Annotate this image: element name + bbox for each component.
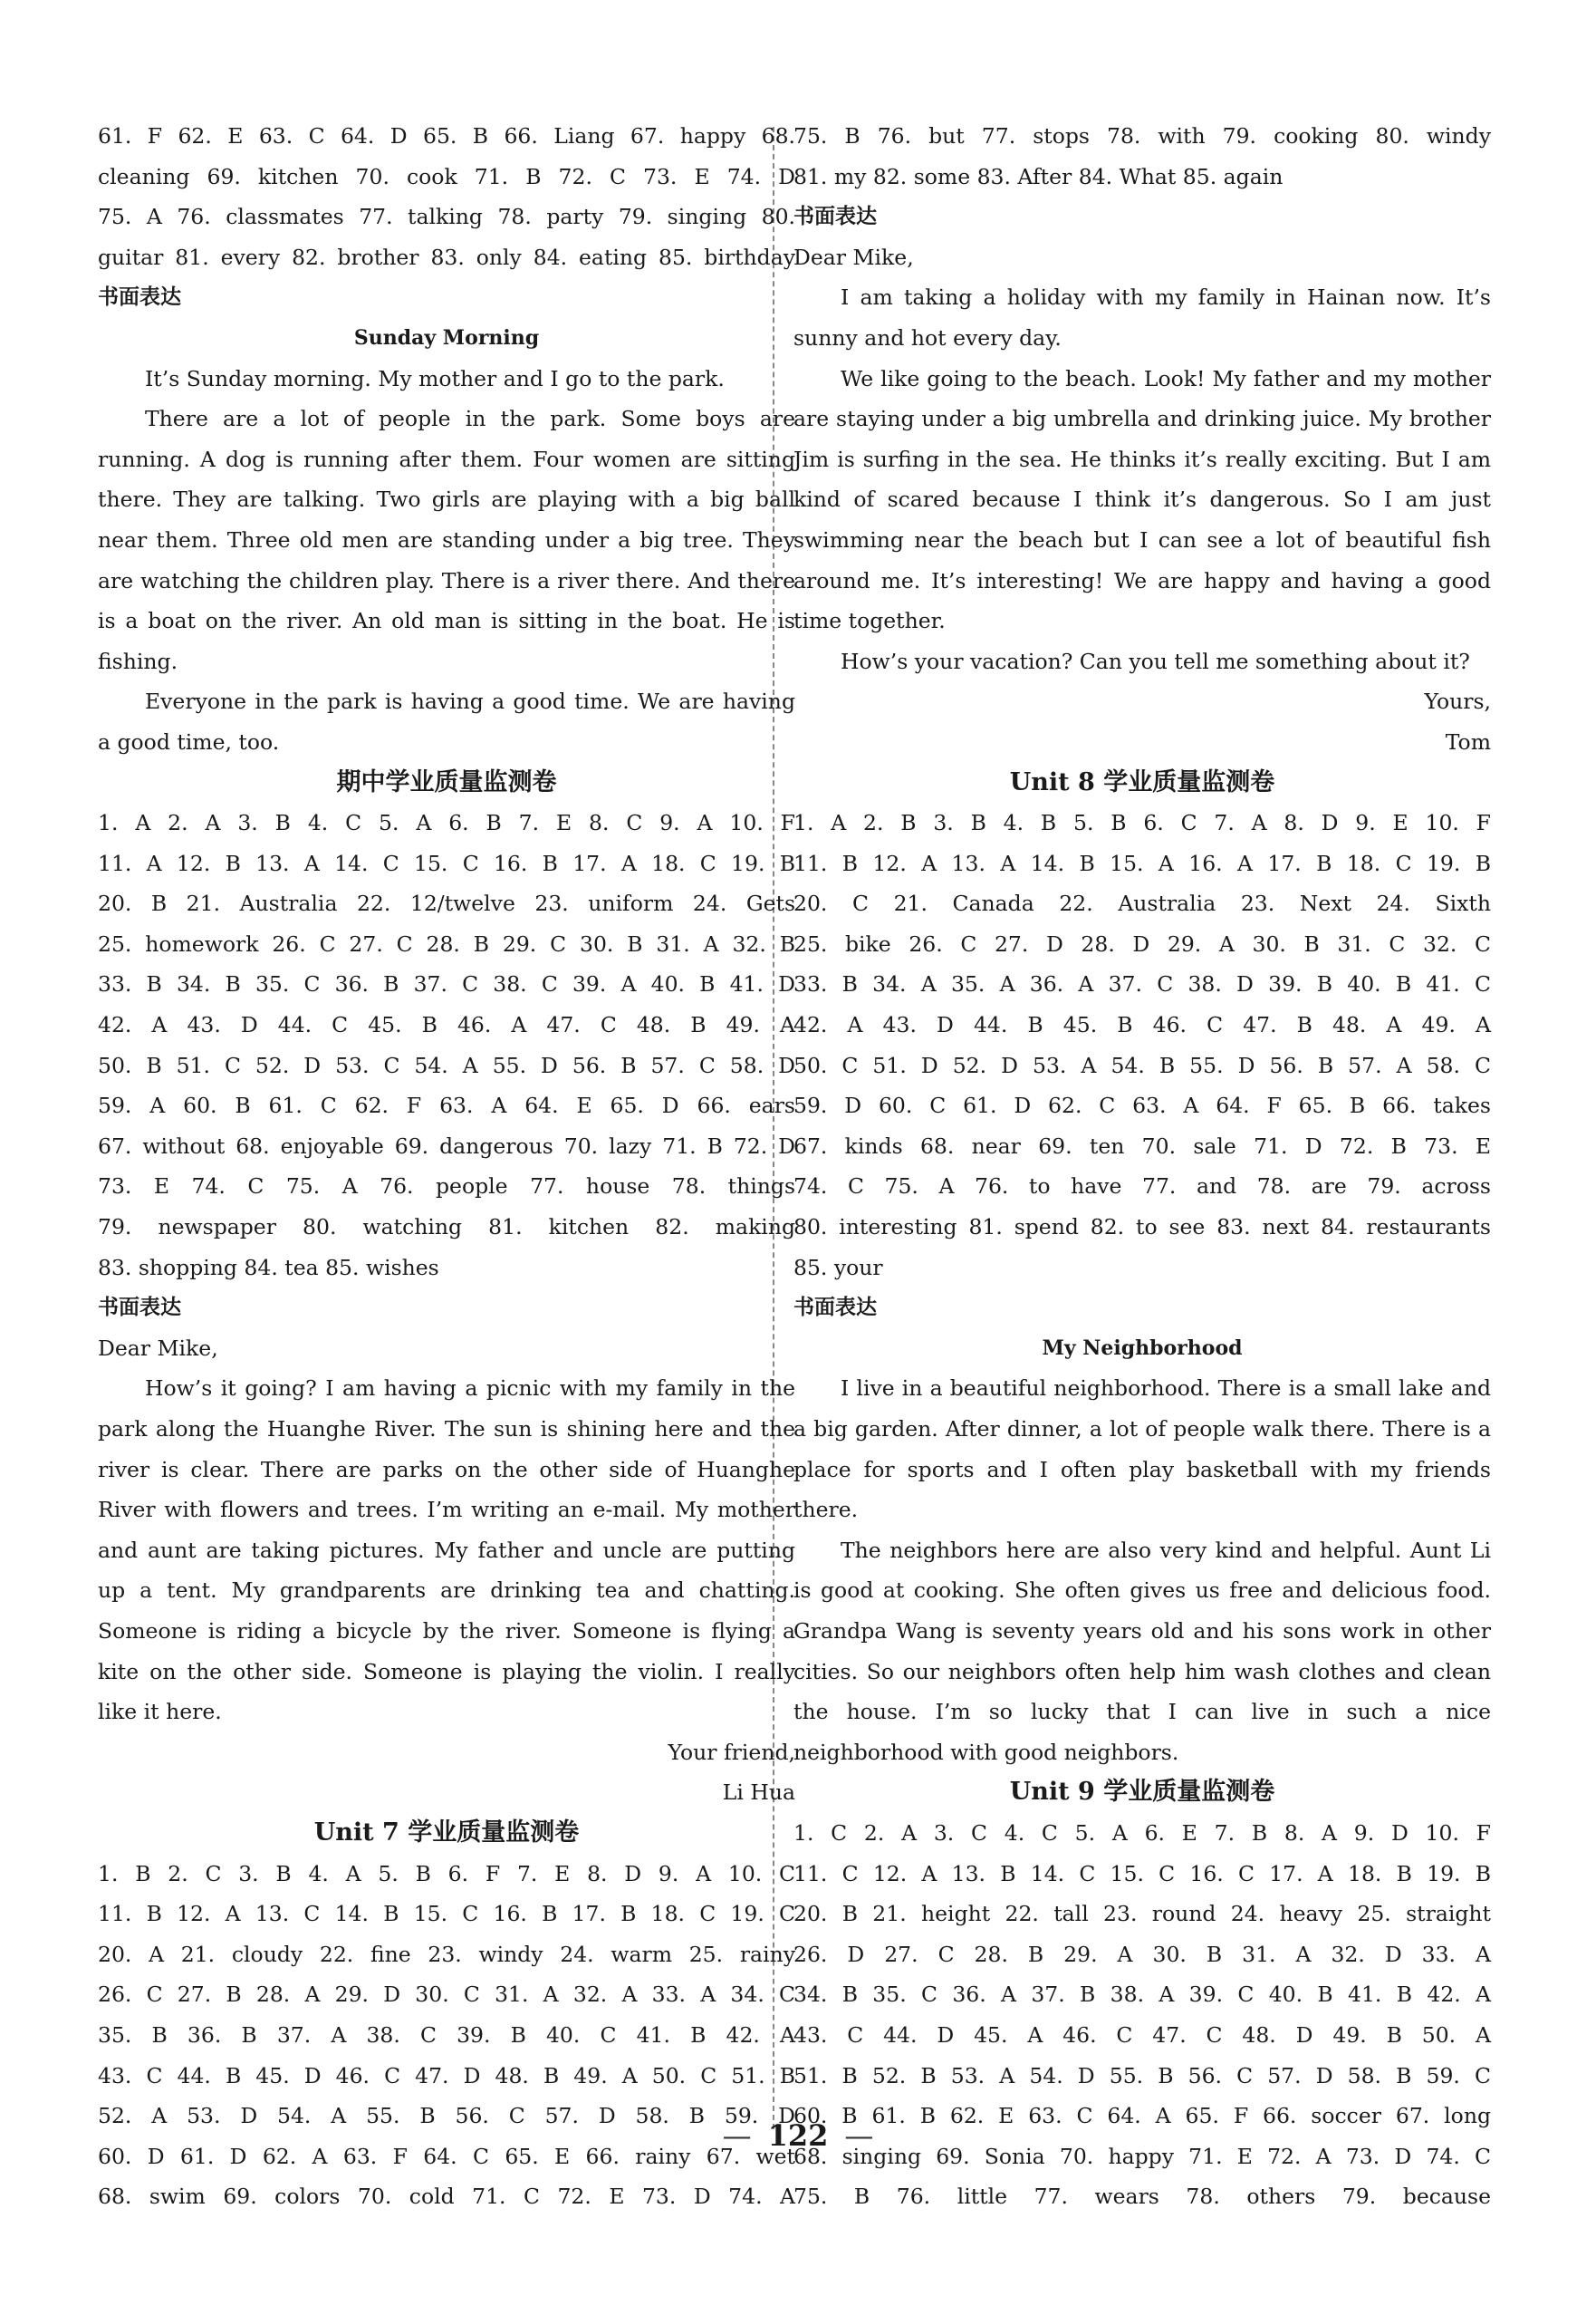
section-title-unit9: Unit 9 学业质量监测卷 [1009, 1778, 1275, 1807]
section-title-midterm: 期中学业质量监测卷 [336, 767, 557, 796]
unit7-answers [98, 1854, 795, 2217]
right-column [793, 116, 1491, 2217]
answer-line: 33. B 34. B 35. C 36. B 37. C 38. C 39. A 40. B 41. D [98, 971, 795, 998]
page-number-dash-left: — [722, 2118, 752, 2153]
answer-line: 11. C 12. A 13. B 14. C 15. C 16. C 17. A 18. B 19. B [793, 1860, 1491, 1886]
answer-line: guitar 81. every 82. brother 83. only 84. eating 85. birthday [98, 244, 795, 270]
answer-line: 79. newspaper 80. watching 81. kitchen 82. making [98, 1214, 795, 1240]
answer-line: 25. homework 26. C 27. C 28. B 29. C 30. B 31. A 32. B [98, 931, 795, 957]
answer-line: 1. C 2. A 3. C 4. C 5. A 6. E 7. B 8. A 9. D 10. F [793, 1819, 1491, 1846]
answer-line: 75. B 76. but 77. stops 78. with 79. cooking 80. windy [793, 123, 1491, 149]
answer-line: 11. B 12. A 13. C 14. B 15. C 16. B 17. B 18. C 19. C [98, 1901, 795, 1927]
answer-line: 20. C 21. Canada 22. Australia 23. Next 24. Sixth [793, 891, 1491, 917]
answer-line: 50. C 51. D 52. D 53. A 54. B 55. D 56. B 57. A 58. C [793, 1052, 1491, 1078]
answer-line: 11. B 12. A 13. A 14. B 15. A 16. A 17. B 18. C 19. B [793, 850, 1491, 876]
answer-line: 67. kinds 68. near 69. ten 70. sale 71. D 72. B 73. E [793, 1133, 1491, 1159]
answer-line: 35. B 36. B 37. A 38. C 39. B 40. C 41. B 42. A [98, 2021, 795, 2048]
left-column [98, 116, 795, 2217]
answer-line: 85. your [793, 1254, 883, 1280]
answer-line: 68. swim 69. colors 70. cold 71. C 72. E 73. D 74. A [98, 2184, 795, 2210]
answer-line: cleaning 69. kitchen 70. cook 71. B 72. C 73. E 74. D [98, 163, 795, 189]
unit9-answers [793, 1813, 1491, 2217]
answer-line: 1. A 2. B 3. B 4. B 5. B 6. C 7. A 8. D 9. E 10. F [793, 810, 1491, 836]
answer-line: 60. B 61. B 62. E 63. C 64. A 65. F 66. soccer 67. long [793, 2103, 1491, 2129]
answer-line: 26. D 27. C 28. B 29. A 30. B 31. A 32. D 33. A [793, 1941, 1491, 1967]
page-number-value: 122 [767, 2118, 829, 2153]
answer-line: 81. my 82. some 83. After 84. What 85. again [793, 163, 1284, 189]
answer-line: 1. A 2. A 3. B 4. C 5. A 6. B 7. E 8. C 9. A 10. F [98, 810, 795, 836]
letter-body: How’s it going? I am having a picnic with my family in the park along the Huanghe River. The sun is shining here and the river is clear. There are parks on the other side of Huanghe River with flowers and trees. I’m writing an e-mail. My mother and aunt are taking pictures. My father and uncle are putting up a tent. My grandparents are drinking tea and chatting. Someone is riding a bicycle by the river. Someone is flying a kite on the other side. Someone is playing the violin. I really like it here. [98, 1375, 795, 1725]
letter-signature: Tom [1445, 728, 1491, 755]
letter-greeting: Dear Mike, [793, 244, 914, 270]
answer-line: 1. B 2. C 3. B 4. A 5. B 6. F 7. E 8. D 9. A 10. C [98, 1860, 795, 1886]
answer-line: 68. singing 69. Sonia 70. happy 71. E 72. A 73. D 74. C [793, 2143, 1491, 2169]
letter-paragraph: We like going to the beach. Look! My father and my mother are staying under a big umbrella and drinking juice. My brother Jim is surfing in the sea. He thinks it’s really exciting. But I am kind of scared because I think it’s dangerous. So I am just swimming near the beach but I can see a lot of beautiful fish around me. It’s interesting! We are happy and having a good time together. [793, 365, 1491, 634]
essay-paragraph: Everyone in the park is having a good time. We are having a good time, too. [98, 689, 795, 755]
section-title-unit7: Unit 7 学业质量监测卷 [313, 1818, 580, 1847]
answer-line: 43. C 44. B 45. D 46. C 47. D 48. B 49. A 50. C 51. B [98, 2062, 795, 2088]
page-number [0, 2118, 1596, 2153]
answer-line: 20. A 21. cloudy 22. fine 23. windy 24. warm 25. rainy [98, 1941, 795, 1967]
answer-line: 67. without 68. enjoyable 69. dangerous 70. lazy 71. B 72. D [98, 1133, 795, 1159]
letter-closing: Your friend, [668, 1739, 795, 1765]
answer-line: 20. B 21. Australia 22. 12/twelve 23. uniform 24. Gets [98, 891, 795, 917]
writing-label: 书面表达 [793, 205, 877, 229]
answer-line: 59. A 60. B 61. C 62. F 63. A 64. E 65. D 66. ears [98, 1093, 795, 1119]
answer-line: 75. A 76. classmates 77. talking 78. party 79. singing 80. [98, 204, 795, 230]
answer-line: 43. C 44. D 45. A 46. C 47. C 48. D 49. B 50. A [793, 2021, 1491, 2048]
letter-paragraph: How’s your vacation? Can you tell me something about it? [841, 648, 1470, 674]
unit8-answers [793, 803, 1491, 1288]
letter-closing: Yours, [1424, 689, 1491, 715]
answer-line: 50. B 51. C 52. D 53. C 54. A 55. D 56. B 57. C 58. D [98, 1052, 795, 1078]
answer-line: 42. A 43. D 44. B 45. B 46. C 47. B 48. A 49. A [793, 1012, 1491, 1038]
answer-line: 59. D 60. C 61. D 62. C 63. A 64. F 65. B 66. takes [793, 1093, 1491, 1119]
answer-line: 61. F 62. E 63. C 64. D 65. B 66. Liang 67. happy 68. [98, 123, 795, 149]
writing-label: 书面表达 [98, 285, 181, 310]
essay-title-my-neighborhood: My Neighborhood [1042, 1336, 1243, 1360]
page-number-dash-right: — [844, 2118, 874, 2153]
answer-line: 83. shopping 84. tea 85. wishes [98, 1254, 439, 1280]
answer-line: 25. bike 26. C 27. D 28. D 29. A 30. B 31. C 32. C [793, 931, 1491, 957]
essay-paragraph: It’s Sunday morning. My mother and I go to the park. [145, 365, 725, 391]
left-answers-top [98, 116, 795, 277]
writing-label: 书面表达 [98, 1296, 181, 1320]
answer-line: 75. B 76. little 77. wears 78. others 79. because [793, 2184, 1491, 2210]
answer-line: 42. A 43. D 44. C 45. B 46. A 47. C 48. B 49. A [98, 1012, 795, 1038]
answer-line: 51. B 52. B 53. A 54. D 55. B 56. C 57. D 58. B 59. C [793, 2062, 1491, 2088]
letter-signature: Li Hua [722, 1779, 795, 1806]
section-title-unit8: Unit 8 学业质量监测卷 [1009, 767, 1275, 796]
answer-line: 80. interesting 81. spend 82. to see 83. next 84. restaurants [793, 1214, 1491, 1240]
essay-paragraph: I live in a beautiful neighborhood. There is a small lake and a big garden. After dinner, a lot of people walk there. There is a place for sports and I often play basketball with my friends there. [793, 1375, 1491, 1523]
answer-line: 11. A 12. B 13. A 14. C 15. C 16. B 17. A 18. C 19. B [98, 850, 795, 876]
answer-line: 60. D 61. D 62. A 63. F 64. C 65. E 66. rainy 67. wet [98, 2143, 795, 2169]
answer-line: 52. A 53. D 54. A 55. B 56. C 57. D 58. B 59. D [98, 2103, 795, 2129]
answer-line: 33. B 34. A 35. A 36. A 37. C 38. D 39. B 40. B 41. C [793, 971, 1491, 998]
answer-line: 73. E 74. C 75. A 76. people 77. house 78. things [98, 1173, 795, 1200]
writing-label: 书面表达 [793, 1296, 877, 1320]
essay-paragraph: There are a lot of people in the park. Some boys are running. A dog is running after them. Four women are sitting there. They are talking. Two girls are playing with a big ball near them. Three old men are standing under a big tree. They are watching the children play. There is a river there. And there is a boat on the river. An old man is sitting in the boat. He is fishing. [98, 406, 795, 674]
letter-paragraph: I am taking a holiday with my family in Hainan now. It’s sunny and hot every day. [793, 285, 1491, 351]
essay-title-sunday-morning: Sunday Morning [353, 325, 540, 350]
answer-line: 34. B 35. C 36. A 37. B 38. A 39. C 40. B 41. B 42. A [793, 1982, 1491, 2008]
essay-paragraph: The neighbors here are also very kind and helpful. Aunt Li is good at cooking. She often gives us free and delicious food. Grandpa Wang is seventy years old and his sons work in other cities. So our neighbors often help him wash clothes and clean the house. I’m so lucky that I can live in such a nice neighborhood with good neighbors. [793, 1537, 1491, 1765]
answer-line: 26. C 27. B 28. A 29. D 30. C 31. A 32. A 33. A 34. C [98, 1982, 795, 2008]
answer-line: 20. B 21. height 22. tall 23. round 24. heavy 25. straight [793, 1901, 1491, 1927]
answer-line: 74. C 75. A 76. to have 77. and 78. are 79. across [793, 1173, 1491, 1200]
right-answers-top [793, 116, 1491, 197]
letter-greeting: Dear Mike, [98, 1335, 218, 1361]
midterm-answers [98, 803, 795, 1288]
